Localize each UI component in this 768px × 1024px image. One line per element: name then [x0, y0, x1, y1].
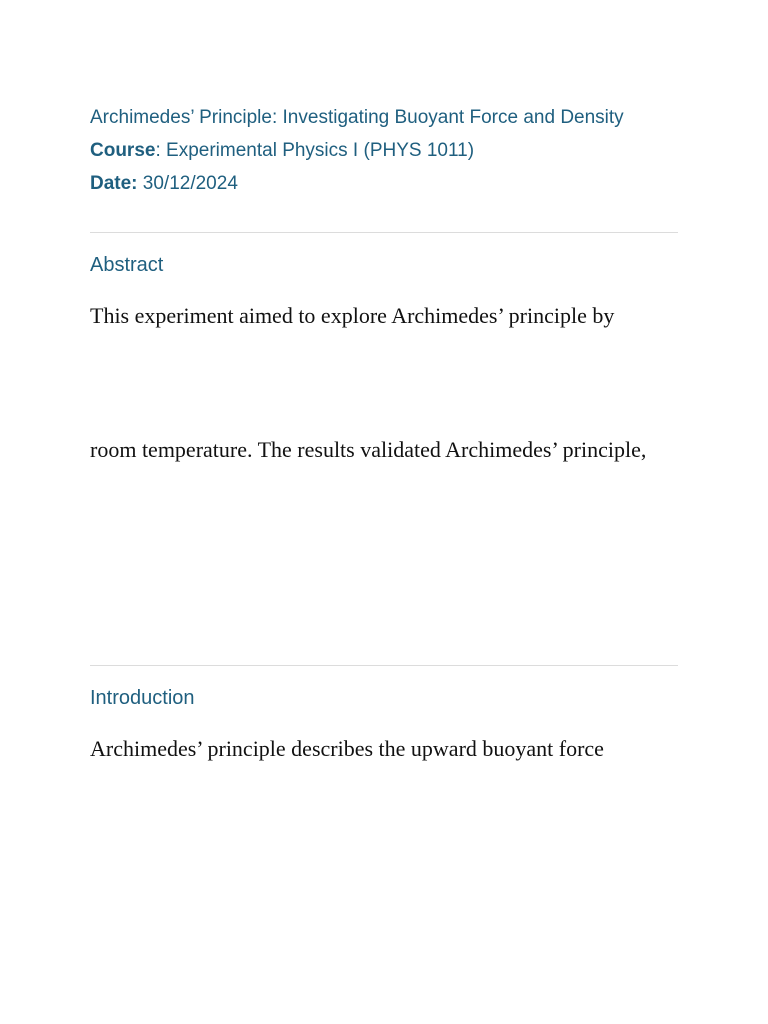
divider-top [90, 232, 678, 233]
introduction-text-line: Archimedes’ principle describes the upward buoyant force [90, 736, 604, 761]
abstract-text-line: room temperature. The results validated Archimedes’ principle, [90, 437, 647, 462]
course-label: Course [90, 140, 156, 161]
date-value: 30/12/2024 [137, 173, 238, 194]
divider-middle [90, 665, 678, 666]
document-title: Archimedes’ Principle: Investigating Buoyant Force and Density [90, 107, 624, 128]
introduction-heading: Introduction [90, 687, 195, 709]
date-line [90, 172, 238, 196]
date-label: Date: [90, 173, 138, 194]
course-line [90, 139, 474, 163]
course-value: : Experimental Physics I (PHYS 1011) [155, 140, 475, 161]
abstract-heading: Abstract [90, 254, 164, 276]
abstract-text-line: This experiment aimed to explore Archimedes’ principle by [90, 303, 615, 328]
